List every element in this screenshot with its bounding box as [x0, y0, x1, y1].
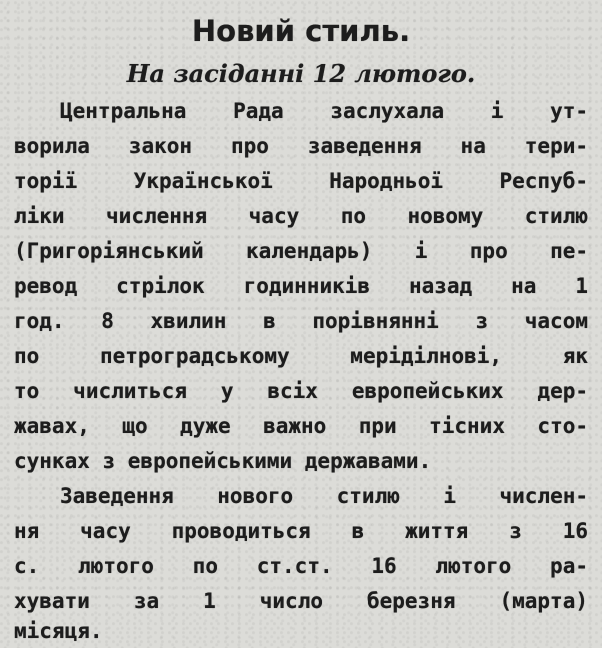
article-line: (Григоріянський календарь) і про пе-: [14, 239, 588, 263]
article-line: ня часу проводиться в життя з 16: [14, 519, 588, 543]
article-line: ворила закон про заведення на тери-: [14, 134, 588, 158]
article-line: місяця.: [14, 619, 103, 643]
article-title: Новий стиль.: [191, 14, 411, 48]
article-line: сунках з европейськими державами.: [14, 449, 432, 473]
article-line: то числиться у всіх европейських дер-: [14, 379, 588, 403]
article-line: с. лютого по ст.ст. 16 лютого ра-: [14, 554, 588, 578]
article-line: Заведення нового стилю і числен-: [60, 484, 588, 508]
article-line: ревод стрілок годинників назад на 1: [14, 274, 588, 298]
article-line: торії Української Народньої Респуб-: [14, 169, 588, 193]
article-subtitle: На засіданні 12 лютого.: [126, 59, 476, 88]
article-line: Центральна Рада заслухала і ут-: [60, 99, 588, 123]
article-line: хувати за 1 число березня (марта): [14, 589, 588, 613]
article-line: по петроградському меріділнові, як: [14, 344, 588, 368]
article-line: жавах, що дуже важно при тісних сто-: [14, 414, 588, 438]
article-line: год. 8 хвилин в порівнянні з часом: [14, 309, 588, 333]
article-line: ліки числення часу по новому стилю: [14, 204, 588, 228]
